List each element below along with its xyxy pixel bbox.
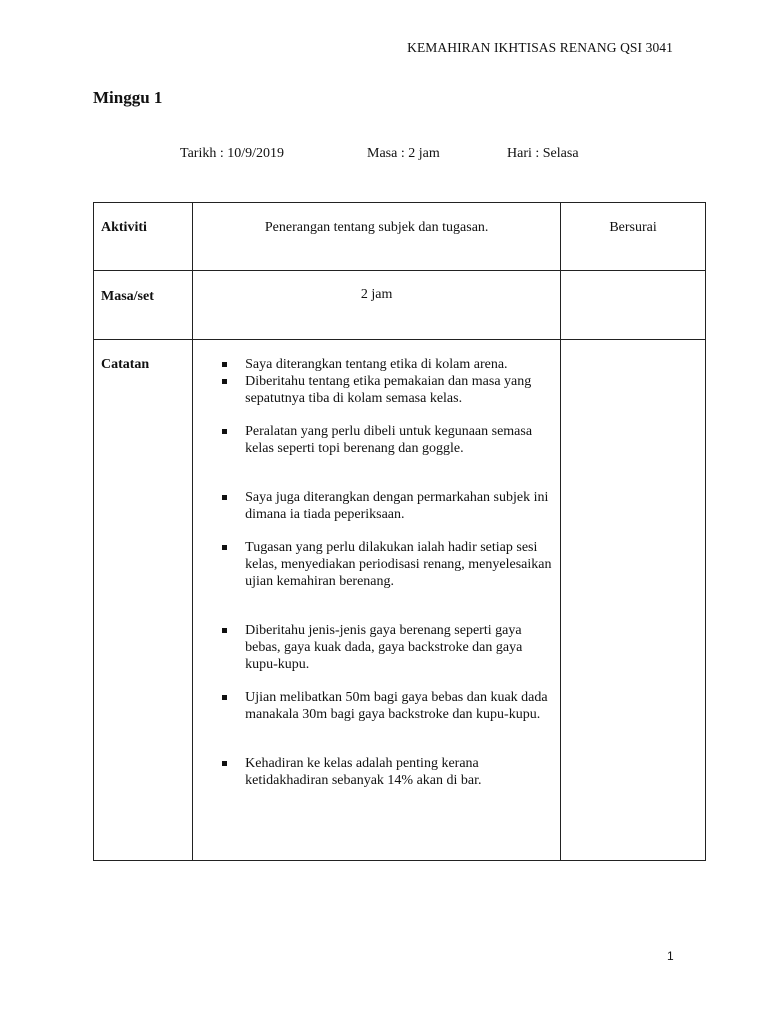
note-item: Saya diterangkan tentang etika di kolam arena.	[245, 356, 552, 373]
note-item: Diberitahu jenis-jenis gaya berenang seperti gaya bebas, gaya kuak dada, gaya backstroke dan gaya kupu-kupu.	[245, 622, 552, 673]
aktiviti-status: Bersurai	[561, 203, 706, 271]
catatan-label: Catatan	[94, 340, 193, 861]
table-row-masa-set	[94, 271, 706, 340]
masa-set-label: Masa/set	[94, 271, 193, 340]
table-row-catatan	[94, 340, 706, 861]
note-item: Kehadiran ke kelas adalah penting kerana ketidakhadiran sebanyak 14% akan di bar.	[245, 755, 552, 789]
notes-list	[193, 340, 560, 789]
duration-field: Masa : 2 jam	[367, 146, 440, 161]
date-field: Tarikh : 10/9/2019	[180, 146, 285, 161]
note-item: Tugasan yang perlu dilakukan ialah hadir setiap sesi kelas, menyediakan periodisasi renang, menyelesaikan ujian kemahiran berenang.	[245, 540, 552, 589]
catatan-notes-cell	[193, 340, 561, 861]
note-item: Ujian melibatkan 50m bagi gaya bebas dan kuak dada manakala 30m bagi gaya backstroke dan kupu-kupu.	[245, 689, 552, 723]
masa-set-empty-cell	[561, 271, 706, 340]
note-item: Saya juga diterangkan dengan permarkahan subjek ini dimana ia tiada peperiksaan.	[245, 489, 552, 523]
note-item: Diberitahu tentang etika pemakaian dan masa yang sepatutnya tiba di kolam semasa kelas.	[245, 373, 552, 407]
aktiviti-label: Aktiviti	[94, 203, 193, 271]
table-row-aktiviti	[94, 203, 706, 271]
page-number: 1	[667, 949, 674, 963]
activity-table	[93, 202, 706, 861]
day-field: Hari : Selasa	[507, 146, 579, 161]
week-title: Minggu 1	[93, 88, 163, 107]
catatan-empty-cell	[561, 340, 706, 861]
aktiviti-description: Penerangan tentang subjek dan tugasan.	[193, 203, 561, 271]
masa-set-value: 2 jam	[193, 271, 561, 340]
document-header: KEMAHIRAN IKHTISAS RENANG QSI 3041	[407, 40, 673, 55]
note-item: Peralatan yang perlu dibeli untuk kegunaan semasa kelas seperti topi berenang dan goggle.	[245, 423, 552, 457]
